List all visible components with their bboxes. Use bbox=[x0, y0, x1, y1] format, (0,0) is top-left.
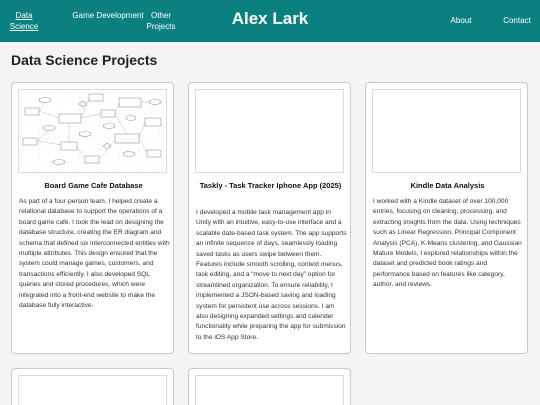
project-card[interactable] bbox=[188, 368, 351, 405]
project-card-board-game-cafe[interactable] bbox=[11, 82, 174, 354]
nav-link-about[interactable]: About bbox=[450, 16, 472, 25]
er-diagram-image bbox=[18, 89, 167, 173]
nav-link-other-projects[interactable]: Other Projects bbox=[146, 11, 176, 31]
kindle-analysis-image bbox=[372, 89, 521, 173]
nav-link-contact[interactable]: Contact bbox=[503, 16, 531, 25]
project-description: I developed a mobile task management app in Unity with an intuitive, easy-to-use interface and a scalable date-based task system. The app supports an infinite sequence of days, seamlessly loading saved tasks as users swipe between them. Features include smooth scrolling, context menus, task editing, and a “move to next day” option for streamlined organization. To ensure reliability, I implemented a JSON-based saving and loading system for persistent use across sessions. I am also designing expanded settings and calender functionality while preparing the app for submission to the iOS App Store. bbox=[196, 209, 347, 341]
nav-link-data-science[interactable]: Data Science bbox=[9, 11, 39, 31]
project-card[interactable] bbox=[11, 368, 174, 405]
project-card-kindle[interactable] bbox=[365, 82, 528, 354]
top-navbar bbox=[0, 0, 540, 42]
project-title: Kindle Data Analysis bbox=[410, 181, 485, 190]
project-description: I worked with a Kindle dataset of over 100,000 entries, focusing on cleaning, processing, and extracting insights from the data. Using techniques such as Linear Regression, Principal Component Analysis (PCA), K-Means clustering, and Gaussian Mature Models, I explored relationships within the dataset and predicted book ratings and performance based on features like category, author, and reviews. bbox=[373, 198, 522, 289]
project-description: As part of a four-person team, I helped create a relational database to support the operations of a board game café. I took the lead on designing the database structure, creating the ER diagram and schema that defined six interconnected entities with multiple attributes. This design ensured that the system could manage games, customers, and transactions efficiently. I also developed SQL queries and stored procedures, which were integrated into a front-end website to make the database fully interactive. bbox=[19, 198, 170, 310]
project-image bbox=[18, 375, 167, 405]
nav-link-game-development[interactable]: Game Development bbox=[72, 11, 144, 20]
project-title: Board Game Cafe Database bbox=[44, 181, 143, 190]
page-title: Data Science Projects bbox=[11, 52, 158, 68]
project-title: Taskly - Task Tracker Iphone App (2025) bbox=[199, 181, 342, 190]
project-card-taskly[interactable] bbox=[188, 82, 351, 354]
site-brand[interactable]: Alex Lark bbox=[231, 9, 309, 28]
taskly-app-image bbox=[195, 89, 344, 173]
project-image bbox=[195, 375, 344, 405]
